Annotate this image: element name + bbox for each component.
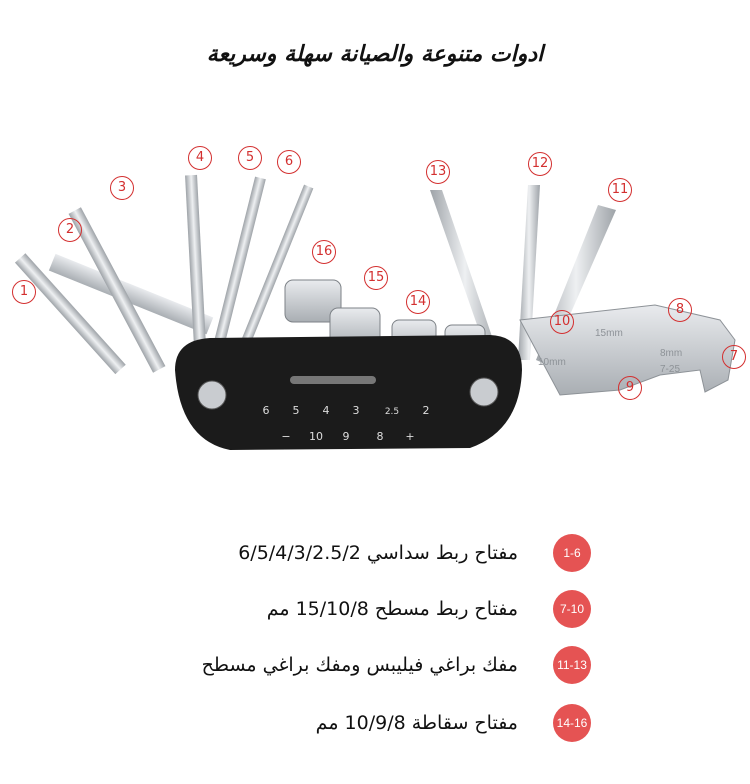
legend-badge: 7-10 xyxy=(553,590,591,628)
body-mark-3: 3 xyxy=(352,404,360,417)
callout-9: 9 xyxy=(618,376,642,400)
callout-16: 16 xyxy=(312,240,336,264)
callout-1: 1 xyxy=(12,280,36,304)
page-title: ادوات متنوعة والصيانة سهلة وسريعة xyxy=(206,42,544,67)
callout-8: 8 xyxy=(668,298,692,322)
legend-badge: 14-16 xyxy=(553,704,591,742)
body-mark-2: 2 xyxy=(422,404,430,417)
body-mark-9: 9 xyxy=(342,430,350,443)
wrench-mark-15: 15mm xyxy=(595,328,623,339)
callout-11: 11 xyxy=(608,178,632,202)
legend-text: مفتاح سقاطة 10/9/8 مم xyxy=(315,712,518,734)
legend-row xyxy=(0,534,750,578)
legend-text: مفتاح ربط مسطح 15/10/8 مم xyxy=(266,598,518,620)
legend-text: مفك براغي فيليبس ومفك براغي مسطح xyxy=(201,654,518,676)
callout-5: 5 xyxy=(238,146,262,170)
callout-12: 12 xyxy=(528,152,552,176)
body-mark-6: 6 xyxy=(262,404,270,417)
body-mark-5: 5 xyxy=(292,404,300,417)
legend-row xyxy=(0,590,750,634)
body-mark-plus: + xyxy=(405,430,415,443)
wrench-mark-725: 7-25 xyxy=(660,364,681,375)
body-mark-4: 4 xyxy=(322,404,330,417)
legend-row xyxy=(0,704,750,748)
hex-key-4 xyxy=(185,175,207,360)
legend-row xyxy=(0,646,750,690)
body-mark-10: 10 xyxy=(309,430,323,443)
rivet-left xyxy=(198,381,226,409)
body-mark-minus: − xyxy=(281,430,291,443)
hex-key-5 xyxy=(212,177,266,354)
callout-6: 6 xyxy=(277,150,301,174)
callout-10: 10 xyxy=(550,310,574,334)
legend-badge: 11-13 xyxy=(553,646,591,684)
legend-text: مفتاح ربط سداسي 6/5/4/3/2.5/2 xyxy=(238,542,518,564)
callout-3: 3 xyxy=(110,176,134,200)
body-mark-8: 8 xyxy=(376,430,384,443)
multitool-illustration xyxy=(0,130,750,490)
callout-13: 13 xyxy=(426,160,450,184)
callout-2: 2 xyxy=(58,218,82,242)
legend-badge: 1-6 xyxy=(553,534,591,572)
wrench-mark-10: 10mm xyxy=(538,357,566,368)
callout-14: 14 xyxy=(406,290,430,314)
body-mark-25: 2.5 xyxy=(384,407,400,417)
callout-4: 4 xyxy=(188,146,212,170)
body-slot xyxy=(290,376,376,384)
callout-15: 15 xyxy=(364,266,388,290)
callout-7: 7 xyxy=(722,345,746,369)
rivet-right xyxy=(470,378,498,406)
hex-key-3 xyxy=(69,207,166,373)
wrench-mark-8: 8mm xyxy=(660,348,683,359)
